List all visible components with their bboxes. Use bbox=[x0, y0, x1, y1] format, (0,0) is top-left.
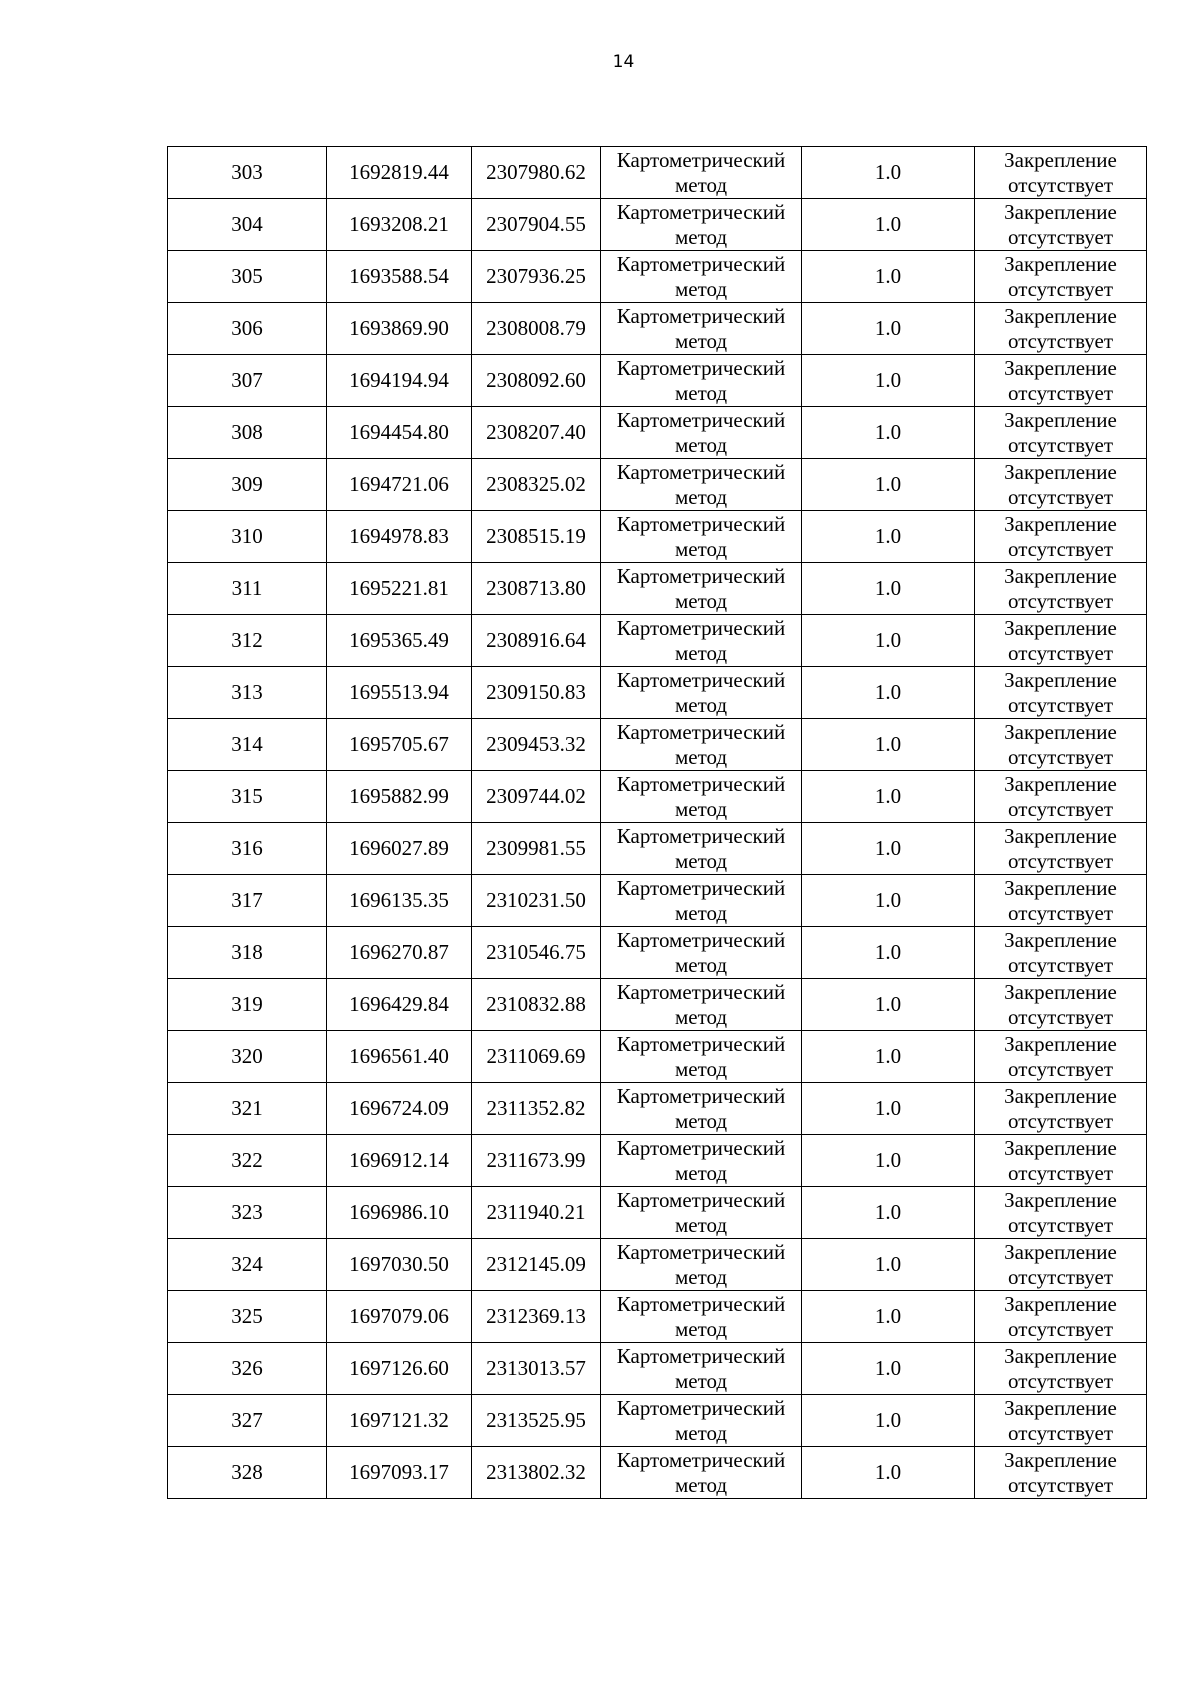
fixation-line-2: отсутствует bbox=[1007, 1264, 1114, 1289]
y-coordinate-cell: 2308916.64 bbox=[472, 615, 601, 667]
x-coordinate-cell: 1695365.49 bbox=[327, 615, 472, 667]
y-coordinate-cell: 2312145.09 bbox=[472, 1239, 601, 1291]
fixation-cell bbox=[975, 615, 1147, 667]
fixation-cell bbox=[975, 459, 1147, 511]
accuracy-cell: 1.0 bbox=[802, 1395, 975, 1447]
point-number-cell: 303 bbox=[168, 147, 327, 199]
method-line-1: Картометрический bbox=[616, 147, 786, 172]
y-coordinate-cell: 2308207.40 bbox=[472, 407, 601, 459]
fixation-line-1: Закрепление bbox=[1004, 147, 1117, 172]
fixation-line-1: Закрепление bbox=[1004, 459, 1117, 484]
fixation-line-1: Закрепление bbox=[1004, 719, 1117, 744]
method-line-2: метод bbox=[674, 1472, 728, 1497]
fixation-line-1: Закрепление bbox=[1004, 615, 1117, 640]
fixation-line-1: Закрепление bbox=[1004, 1031, 1117, 1056]
method-line-2: метод bbox=[674, 380, 728, 405]
x-coordinate-cell: 1694454.80 bbox=[327, 407, 472, 459]
method-line-1: Картометрический bbox=[616, 563, 786, 588]
accuracy-cell: 1.0 bbox=[802, 927, 975, 979]
fixation-line-1: Закрепление bbox=[1004, 667, 1117, 692]
y-coordinate-cell: 2308515.19 bbox=[472, 511, 601, 563]
method-line-1: Картометрический bbox=[616, 719, 786, 744]
method-cell bbox=[601, 407, 802, 459]
method-cell bbox=[601, 719, 802, 771]
table-row bbox=[168, 199, 1147, 251]
table-row bbox=[168, 251, 1147, 303]
method-line-2: метод bbox=[674, 640, 728, 665]
method-line-1: Картометрический bbox=[616, 1187, 786, 1212]
method-line-2: метод bbox=[674, 172, 728, 197]
method-line-1: Картометрический bbox=[616, 1031, 786, 1056]
x-coordinate-cell: 1693588.54 bbox=[327, 251, 472, 303]
method-line-1: Картометрический bbox=[616, 199, 786, 224]
fixation-line-2: отсутствует bbox=[1007, 848, 1114, 873]
accuracy-cell: 1.0 bbox=[802, 1187, 975, 1239]
fixation-cell bbox=[975, 511, 1147, 563]
accuracy-cell: 1.0 bbox=[802, 1239, 975, 1291]
point-number-cell: 314 bbox=[168, 719, 327, 771]
fixation-line-2: отсутствует bbox=[1007, 1056, 1114, 1081]
fixation-line-2: отсутствует bbox=[1007, 1316, 1114, 1341]
method-cell bbox=[601, 927, 802, 979]
method-line-1: Картометрический bbox=[616, 1291, 786, 1316]
y-coordinate-cell: 2311673.99 bbox=[472, 1135, 601, 1187]
x-coordinate-cell: 1696724.09 bbox=[327, 1083, 472, 1135]
method-line-1: Картометрический bbox=[616, 355, 786, 380]
accuracy-cell: 1.0 bbox=[802, 719, 975, 771]
accuracy-cell: 1.0 bbox=[802, 1083, 975, 1135]
y-coordinate-cell: 2307936.25 bbox=[472, 251, 601, 303]
accuracy-cell: 1.0 bbox=[802, 1135, 975, 1187]
y-coordinate-cell: 2308008.79 bbox=[472, 303, 601, 355]
table-row bbox=[168, 1395, 1147, 1447]
x-coordinate-cell: 1697126.60 bbox=[327, 1343, 472, 1395]
method-line-1: Картометрический bbox=[616, 771, 786, 796]
fixation-cell bbox=[975, 1083, 1147, 1135]
method-line-1: Картометрический bbox=[616, 1447, 786, 1472]
method-line-2: метод bbox=[674, 1160, 728, 1185]
method-line-1: Картометрический bbox=[616, 667, 786, 692]
method-line-2: метод bbox=[674, 1316, 728, 1341]
x-coordinate-cell: 1693208.21 bbox=[327, 199, 472, 251]
fixation-line-2: отсутствует bbox=[1007, 1212, 1114, 1237]
fixation-cell bbox=[975, 251, 1147, 303]
method-line-2: метод bbox=[674, 692, 728, 717]
fixation-line-2: отсутствует bbox=[1007, 276, 1114, 301]
method-cell bbox=[601, 1343, 802, 1395]
x-coordinate-cell: 1694978.83 bbox=[327, 511, 472, 563]
point-number-cell: 313 bbox=[168, 667, 327, 719]
fixation-cell bbox=[975, 823, 1147, 875]
fixation-cell bbox=[975, 1447, 1147, 1499]
fixation-line-1: Закрепление bbox=[1004, 563, 1117, 588]
x-coordinate-cell: 1696429.84 bbox=[327, 979, 472, 1031]
point-number-cell: 326 bbox=[168, 1343, 327, 1395]
method-cell bbox=[601, 771, 802, 823]
method-line-2: метод bbox=[674, 1004, 728, 1029]
point-number-cell: 324 bbox=[168, 1239, 327, 1291]
table-row bbox=[168, 771, 1147, 823]
method-cell bbox=[601, 511, 802, 563]
fixation-line-2: отсутствует bbox=[1007, 692, 1114, 717]
fixation-cell bbox=[975, 927, 1147, 979]
method-line-1: Картометрический bbox=[616, 823, 786, 848]
method-line-2: метод bbox=[674, 796, 728, 821]
table-body bbox=[168, 147, 1147, 1499]
accuracy-cell: 1.0 bbox=[802, 563, 975, 615]
fixation-line-1: Закрепление bbox=[1004, 303, 1117, 328]
y-coordinate-cell: 2310832.88 bbox=[472, 979, 601, 1031]
x-coordinate-cell: 1696986.10 bbox=[327, 1187, 472, 1239]
fixation-cell bbox=[975, 719, 1147, 771]
table-row bbox=[168, 875, 1147, 927]
fixation-line-1: Закрепление bbox=[1004, 511, 1117, 536]
method-cell bbox=[601, 303, 802, 355]
accuracy-cell: 1.0 bbox=[802, 147, 975, 199]
method-line-1: Картометрический bbox=[616, 615, 786, 640]
fixation-line-2: отсутствует bbox=[1007, 224, 1114, 249]
point-number-cell: 309 bbox=[168, 459, 327, 511]
accuracy-cell: 1.0 bbox=[802, 407, 975, 459]
method-cell bbox=[601, 1239, 802, 1291]
fixation-cell bbox=[975, 979, 1147, 1031]
table-row bbox=[168, 355, 1147, 407]
fixation-line-1: Закрепление bbox=[1004, 1083, 1117, 1108]
method-cell bbox=[601, 1187, 802, 1239]
fixation-cell bbox=[975, 407, 1147, 459]
accuracy-cell: 1.0 bbox=[802, 251, 975, 303]
table-row bbox=[168, 1187, 1147, 1239]
y-coordinate-cell: 2311940.21 bbox=[472, 1187, 601, 1239]
fixation-line-1: Закрепление bbox=[1004, 355, 1117, 380]
fixation-cell bbox=[975, 1031, 1147, 1083]
fixation-line-1: Закрепление bbox=[1004, 771, 1117, 796]
y-coordinate-cell: 2307980.62 bbox=[472, 147, 601, 199]
method-cell bbox=[601, 667, 802, 719]
fixation-cell bbox=[975, 875, 1147, 927]
method-line-1: Картометрический bbox=[616, 875, 786, 900]
fixation-line-1: Закрепление bbox=[1004, 407, 1117, 432]
accuracy-cell: 1.0 bbox=[802, 303, 975, 355]
point-number-cell: 316 bbox=[168, 823, 327, 875]
fixation-line-1: Закрепление bbox=[1004, 823, 1117, 848]
fixation-line-2: отсутствует bbox=[1007, 900, 1114, 925]
fixation-cell bbox=[975, 563, 1147, 615]
x-coordinate-cell: 1697121.32 bbox=[327, 1395, 472, 1447]
method-line-1: Картометрический bbox=[616, 1395, 786, 1420]
y-coordinate-cell: 2313802.32 bbox=[472, 1447, 601, 1499]
point-number-cell: 323 bbox=[168, 1187, 327, 1239]
method-line-1: Картометрический bbox=[616, 1135, 786, 1160]
accuracy-cell: 1.0 bbox=[802, 1343, 975, 1395]
method-cell bbox=[601, 615, 802, 667]
table-row bbox=[168, 459, 1147, 511]
method-cell bbox=[601, 875, 802, 927]
fixation-line-2: отсутствует bbox=[1007, 536, 1114, 561]
method-line-1: Картометрический bbox=[616, 1083, 786, 1108]
method-line-2: метод bbox=[674, 1212, 728, 1237]
point-number-cell: 307 bbox=[168, 355, 327, 407]
x-coordinate-cell: 1696561.40 bbox=[327, 1031, 472, 1083]
point-number-cell: 315 bbox=[168, 771, 327, 823]
fixation-line-1: Закрепление bbox=[1004, 1187, 1117, 1212]
point-number-cell: 322 bbox=[168, 1135, 327, 1187]
fixation-cell bbox=[975, 147, 1147, 199]
fixation-cell bbox=[975, 1239, 1147, 1291]
y-coordinate-cell: 2309453.32 bbox=[472, 719, 601, 771]
fixation-line-2: отсутствует bbox=[1007, 328, 1114, 353]
fixation-cell bbox=[975, 1135, 1147, 1187]
method-line-2: метод bbox=[674, 1368, 728, 1393]
fixation-line-1: Закрепление bbox=[1004, 1343, 1117, 1368]
point-number-cell: 319 bbox=[168, 979, 327, 1031]
method-line-1: Картометрический bbox=[616, 1343, 786, 1368]
accuracy-cell: 1.0 bbox=[802, 875, 975, 927]
y-coordinate-cell: 2311352.82 bbox=[472, 1083, 601, 1135]
y-coordinate-cell: 2309981.55 bbox=[472, 823, 601, 875]
fixation-line-1: Закрепление bbox=[1004, 1135, 1117, 1160]
fixation-line-1: Закрепление bbox=[1004, 1395, 1117, 1420]
table-row bbox=[168, 511, 1147, 563]
fixation-line-1: Закрепление bbox=[1004, 199, 1117, 224]
point-number-cell: 310 bbox=[168, 511, 327, 563]
accuracy-cell: 1.0 bbox=[802, 511, 975, 563]
x-coordinate-cell: 1694721.06 bbox=[327, 459, 472, 511]
fixation-cell bbox=[975, 1343, 1147, 1395]
fixation-line-2: отсутствует bbox=[1007, 588, 1114, 613]
fixation-line-1: Закрепление bbox=[1004, 251, 1117, 276]
table-row bbox=[168, 667, 1147, 719]
y-coordinate-cell: 2313525.95 bbox=[472, 1395, 601, 1447]
method-line-2: метод bbox=[674, 1420, 728, 1445]
y-coordinate-cell: 2312369.13 bbox=[472, 1291, 601, 1343]
point-number-cell: 308 bbox=[168, 407, 327, 459]
method-line-2: метод bbox=[674, 848, 728, 873]
point-number-cell: 306 bbox=[168, 303, 327, 355]
coordinates-table bbox=[167, 146, 1147, 1499]
table-row bbox=[168, 1291, 1147, 1343]
table-row bbox=[168, 979, 1147, 1031]
accuracy-cell: 1.0 bbox=[802, 823, 975, 875]
accuracy-cell: 1.0 bbox=[802, 1031, 975, 1083]
fixation-line-2: отсутствует bbox=[1007, 1420, 1114, 1445]
y-coordinate-cell: 2308325.02 bbox=[472, 459, 601, 511]
method-cell bbox=[601, 1447, 802, 1499]
fixation-cell bbox=[975, 1395, 1147, 1447]
x-coordinate-cell: 1696135.35 bbox=[327, 875, 472, 927]
method-line-1: Картометрический bbox=[616, 511, 786, 536]
method-line-2: метод bbox=[674, 328, 728, 353]
fixation-line-2: отсутствует bbox=[1007, 1472, 1114, 1497]
fixation-line-2: отсутствует bbox=[1007, 380, 1114, 405]
fixation-line-2: отсутствует bbox=[1007, 744, 1114, 769]
fixation-cell bbox=[975, 355, 1147, 407]
fixation-line-2: отсутствует bbox=[1007, 1368, 1114, 1393]
method-cell bbox=[601, 1395, 802, 1447]
method-line-2: метод bbox=[674, 224, 728, 249]
table-row bbox=[168, 147, 1147, 199]
table-row bbox=[168, 615, 1147, 667]
method-cell bbox=[601, 1083, 802, 1135]
accuracy-cell: 1.0 bbox=[802, 1447, 975, 1499]
method-line-1: Картометрический bbox=[616, 927, 786, 952]
accuracy-cell: 1.0 bbox=[802, 771, 975, 823]
table-row bbox=[168, 719, 1147, 771]
x-coordinate-cell: 1695513.94 bbox=[327, 667, 472, 719]
method-line-2: метод bbox=[674, 1056, 728, 1081]
accuracy-cell: 1.0 bbox=[802, 459, 975, 511]
fixation-line-2: отсутствует bbox=[1007, 1108, 1114, 1133]
method-cell bbox=[601, 147, 802, 199]
table-row bbox=[168, 1135, 1147, 1187]
fixation-line-2: отсутствует bbox=[1007, 640, 1114, 665]
y-coordinate-cell: 2308092.60 bbox=[472, 355, 601, 407]
method-cell bbox=[601, 459, 802, 511]
y-coordinate-cell: 2310231.50 bbox=[472, 875, 601, 927]
table-row bbox=[168, 1447, 1147, 1499]
x-coordinate-cell: 1697093.17 bbox=[327, 1447, 472, 1499]
fixation-cell bbox=[975, 1291, 1147, 1343]
x-coordinate-cell: 1696270.87 bbox=[327, 927, 472, 979]
method-line-2: метод bbox=[674, 536, 728, 561]
method-line-2: метод bbox=[674, 744, 728, 769]
table-row bbox=[168, 303, 1147, 355]
x-coordinate-cell: 1692819.44 bbox=[327, 147, 472, 199]
point-number-cell: 328 bbox=[168, 1447, 327, 1499]
table-row bbox=[168, 823, 1147, 875]
method-line-2: метод bbox=[674, 1264, 728, 1289]
fixation-line-2: отсутствует bbox=[1007, 952, 1114, 977]
x-coordinate-cell: 1694194.94 bbox=[327, 355, 472, 407]
x-coordinate-cell: 1696027.89 bbox=[327, 823, 472, 875]
point-number-cell: 320 bbox=[168, 1031, 327, 1083]
point-number-cell: 321 bbox=[168, 1083, 327, 1135]
method-cell bbox=[601, 1135, 802, 1187]
fixation-cell bbox=[975, 1187, 1147, 1239]
x-coordinate-cell: 1697079.06 bbox=[327, 1291, 472, 1343]
method-line-1: Картометрический bbox=[616, 303, 786, 328]
accuracy-cell: 1.0 bbox=[802, 667, 975, 719]
method-cell bbox=[601, 199, 802, 251]
table-row bbox=[168, 1239, 1147, 1291]
fixation-line-2: отсутствует bbox=[1007, 484, 1114, 509]
method-cell bbox=[601, 1031, 802, 1083]
y-coordinate-cell: 2311069.69 bbox=[472, 1031, 601, 1083]
fixation-cell bbox=[975, 303, 1147, 355]
table-row bbox=[168, 407, 1147, 459]
page-number: 14 bbox=[612, 52, 635, 72]
method-line-2: метод bbox=[674, 900, 728, 925]
method-line-2: метод bbox=[674, 588, 728, 613]
x-coordinate-cell: 1695882.99 bbox=[327, 771, 472, 823]
fixation-line-2: отсутствует bbox=[1007, 796, 1114, 821]
method-line-1: Картометрический bbox=[616, 1239, 786, 1264]
method-cell bbox=[601, 355, 802, 407]
fixation-line-1: Закрепление bbox=[1004, 979, 1117, 1004]
table-row bbox=[168, 563, 1147, 615]
method-line-1: Картометрический bbox=[616, 407, 786, 432]
y-coordinate-cell: 2309744.02 bbox=[472, 771, 601, 823]
accuracy-cell: 1.0 bbox=[802, 199, 975, 251]
point-number-cell: 312 bbox=[168, 615, 327, 667]
table-row bbox=[168, 1031, 1147, 1083]
method-cell bbox=[601, 563, 802, 615]
method-cell bbox=[601, 823, 802, 875]
x-coordinate-cell: 1697030.50 bbox=[327, 1239, 472, 1291]
method-cell bbox=[601, 251, 802, 303]
method-line-2: метод bbox=[674, 484, 728, 509]
method-line-1: Картометрический bbox=[616, 459, 786, 484]
method-line-2: метод bbox=[674, 952, 728, 977]
point-number-cell: 304 bbox=[168, 199, 327, 251]
fixation-line-1: Закрепление bbox=[1004, 927, 1117, 952]
method-line-1: Картометрический bbox=[616, 251, 786, 276]
point-number-cell: 325 bbox=[168, 1291, 327, 1343]
y-coordinate-cell: 2307904.55 bbox=[472, 199, 601, 251]
method-line-2: метод bbox=[674, 1108, 728, 1133]
fixation-line-1: Закрепление bbox=[1004, 1239, 1117, 1264]
method-line-2: метод bbox=[674, 432, 728, 457]
x-coordinate-cell: 1696912.14 bbox=[327, 1135, 472, 1187]
method-line-2: метод bbox=[674, 276, 728, 301]
y-coordinate-cell: 2310546.75 bbox=[472, 927, 601, 979]
accuracy-cell: 1.0 bbox=[802, 615, 975, 667]
fixation-line-2: отсутствует bbox=[1007, 1004, 1114, 1029]
method-line-1: Картометрический bbox=[616, 979, 786, 1004]
method-cell bbox=[601, 1291, 802, 1343]
point-number-cell: 305 bbox=[168, 251, 327, 303]
x-coordinate-cell: 1693869.90 bbox=[327, 303, 472, 355]
fixation-line-2: отсутствует bbox=[1007, 432, 1114, 457]
fixation-cell bbox=[975, 771, 1147, 823]
fixation-line-1: Закрепление bbox=[1004, 1447, 1117, 1472]
fixation-cell bbox=[975, 667, 1147, 719]
fixation-cell bbox=[975, 199, 1147, 251]
y-coordinate-cell: 2308713.80 bbox=[472, 563, 601, 615]
fixation-line-1: Закрепление bbox=[1004, 1291, 1117, 1316]
point-number-cell: 311 bbox=[168, 563, 327, 615]
y-coordinate-cell: 2313013.57 bbox=[472, 1343, 601, 1395]
fixation-line-2: отсутствует bbox=[1007, 172, 1114, 197]
table-row bbox=[168, 1343, 1147, 1395]
accuracy-cell: 1.0 bbox=[802, 1291, 975, 1343]
point-number-cell: 327 bbox=[168, 1395, 327, 1447]
fixation-line-2: отсутствует bbox=[1007, 1160, 1114, 1185]
fixation-line-1: Закрепление bbox=[1004, 875, 1117, 900]
x-coordinate-cell: 1695705.67 bbox=[327, 719, 472, 771]
x-coordinate-cell: 1695221.81 bbox=[327, 563, 472, 615]
point-number-cell: 318 bbox=[168, 927, 327, 979]
method-cell bbox=[601, 979, 802, 1031]
point-number-cell: 317 bbox=[168, 875, 327, 927]
accuracy-cell: 1.0 bbox=[802, 979, 975, 1031]
accuracy-cell: 1.0 bbox=[802, 355, 975, 407]
table-row bbox=[168, 927, 1147, 979]
y-coordinate-cell: 2309150.83 bbox=[472, 667, 601, 719]
table-row bbox=[168, 1083, 1147, 1135]
